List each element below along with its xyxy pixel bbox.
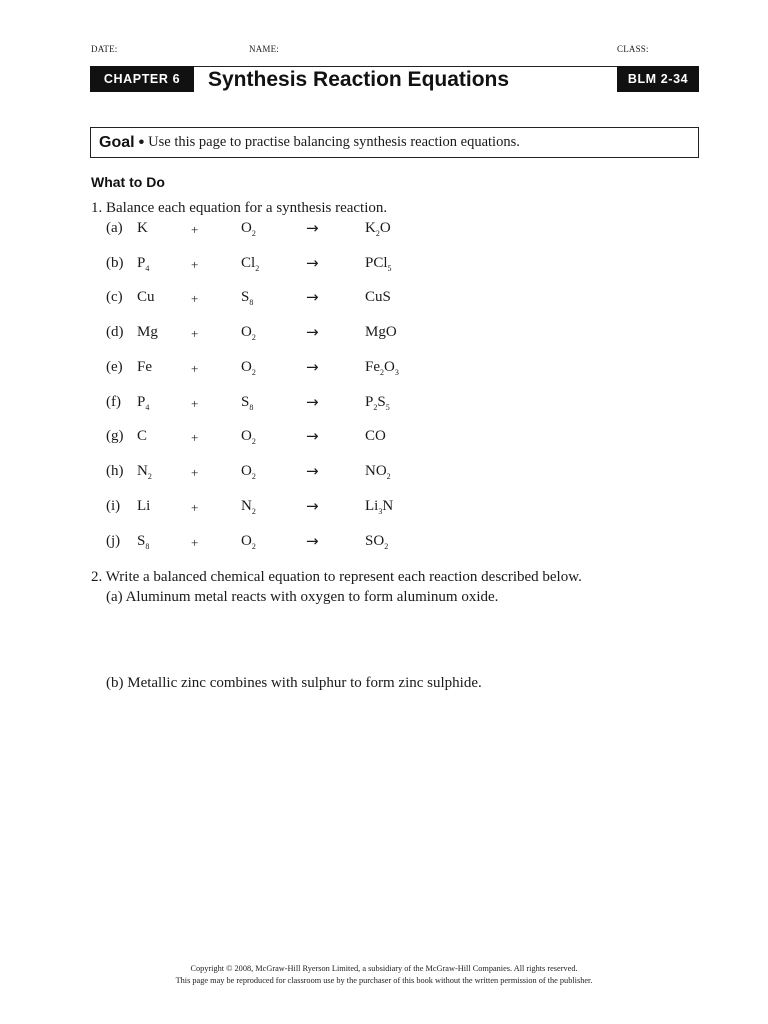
product-subscript: 2 xyxy=(380,368,384,377)
reactant-2-subscript: 2 xyxy=(251,333,256,342)
reactant-2 xyxy=(241,359,256,376)
reactant-1-text: Cu xyxy=(137,289,155,305)
arrow-icon-text: → xyxy=(306,323,319,341)
product-part: Li xyxy=(365,498,379,514)
plus-sign-text: + xyxy=(191,430,199,445)
class-label: CLASS: xyxy=(617,44,649,54)
reactant-2-text: O xyxy=(241,463,252,479)
reactant-1 xyxy=(137,324,158,341)
reactant-1-text: P xyxy=(137,255,146,271)
equation-letter xyxy=(106,359,123,376)
question-2b: (b) Metallic zinc combines with sulphur to form zinc sulphide. xyxy=(106,675,482,691)
product-part: SO xyxy=(365,533,385,549)
reactant-2 xyxy=(241,498,256,515)
equation-letter xyxy=(106,289,123,306)
product-subscript: 3 xyxy=(378,507,383,516)
equation-row xyxy=(0,463,768,485)
reactant-1-text: P xyxy=(137,394,146,410)
product-subscript: 2 xyxy=(373,403,378,412)
reactant-2-text: S xyxy=(241,289,250,305)
product-part: NO xyxy=(365,463,387,479)
product xyxy=(365,463,391,480)
reactant-1-text: S xyxy=(137,533,146,549)
arrow-icon-text: → xyxy=(306,254,319,272)
goal-box xyxy=(90,127,699,158)
product-subscript: 2 xyxy=(386,472,391,481)
reactant-1-subscript: 4 xyxy=(145,403,150,412)
date-label: DATE: xyxy=(91,44,118,54)
plus-sign xyxy=(191,361,198,377)
product-part: P xyxy=(365,394,374,410)
equation-letter xyxy=(106,324,124,341)
product-subscript: 3 xyxy=(394,368,399,377)
reactant-1 xyxy=(137,359,152,376)
reactant-2-text: Cl xyxy=(241,255,256,271)
reactant-1 xyxy=(137,289,155,306)
product-subscript: 5 xyxy=(387,264,392,273)
product-subscript: 5 xyxy=(385,403,390,412)
copyright-line-2: This page may be reproduced for classroom use by the purchaser of this book without the written permission of the publisher. xyxy=(175,976,593,985)
equation-letter xyxy=(106,255,124,272)
equation-row xyxy=(0,359,768,381)
equation-letter xyxy=(106,394,121,411)
product-part: O xyxy=(379,220,391,236)
reactant-1 xyxy=(137,463,152,480)
equation-letter xyxy=(106,533,120,550)
plus-sign xyxy=(191,257,198,273)
product xyxy=(365,394,390,411)
blm-badge: BLM 2-34 xyxy=(617,66,699,92)
equation-letter-text: (g) xyxy=(106,428,124,444)
arrow-icon xyxy=(306,288,319,306)
product-subscript: 2 xyxy=(375,229,380,238)
reactant-2 xyxy=(241,324,256,341)
arrow-icon xyxy=(306,393,319,411)
arrow-icon-text: → xyxy=(306,532,319,550)
reactant-2-text: O xyxy=(241,220,252,236)
equation-letter xyxy=(106,463,124,480)
arrow-icon xyxy=(306,532,319,550)
equation-letter xyxy=(106,220,123,237)
arrow-icon-text: → xyxy=(306,219,319,237)
reactant-2-text: O xyxy=(241,359,252,375)
equation-letter xyxy=(106,498,120,515)
reactant-2-text: O xyxy=(241,533,252,549)
chapter-badge: CHAPTER 6 xyxy=(90,66,194,92)
arrow-icon xyxy=(306,358,319,376)
reactant-1 xyxy=(137,533,149,550)
arrow-icon xyxy=(306,497,319,515)
reactant-2-subscript: 2 xyxy=(251,507,256,516)
section-heading: What to Do xyxy=(91,174,165,190)
equation-letter-text: (e) xyxy=(106,359,123,375)
arrow-icon xyxy=(306,462,319,480)
reactant-1 xyxy=(137,428,147,445)
reactant-2-subscript: 2 xyxy=(255,264,260,273)
product xyxy=(365,220,391,237)
arrow-icon-text: → xyxy=(306,462,319,480)
arrow-icon-text: → xyxy=(306,427,319,445)
reactant-2 xyxy=(241,463,256,480)
reactant-2-subscript: 8 xyxy=(249,298,254,307)
equation-row xyxy=(0,289,768,311)
product xyxy=(365,289,391,306)
goal-text: Use this page to practise balancing synthesis reaction equations. xyxy=(148,134,520,150)
arrow-icon xyxy=(306,427,319,445)
plus-sign xyxy=(191,465,198,481)
reactant-2-text: S xyxy=(241,394,250,410)
plus-sign xyxy=(191,430,198,446)
plus-sign-text: + xyxy=(191,465,199,480)
reactant-1-text: C xyxy=(137,428,148,444)
equation-row xyxy=(0,324,768,346)
reactant-1-text: K xyxy=(137,220,148,236)
reactant-1 xyxy=(137,498,150,515)
product-part: O xyxy=(384,359,395,375)
arrow-icon-text: → xyxy=(306,393,319,411)
reactant-2-text: N xyxy=(241,498,252,514)
reactant-2 xyxy=(241,428,256,445)
equation-row xyxy=(0,498,768,520)
reactant-2 xyxy=(241,533,256,550)
plus-sign-text: + xyxy=(191,222,199,237)
reactant-1 xyxy=(137,255,149,272)
reactant-2 xyxy=(241,289,253,306)
plus-sign-text: + xyxy=(191,396,199,411)
product-part: S xyxy=(377,394,386,410)
equation-letter-text: (b) xyxy=(106,255,124,271)
reactant-2-subscript: 2 xyxy=(251,437,256,446)
plus-sign-text: + xyxy=(191,326,199,341)
question-2-prompt: 2. Write a balanced chemical equation to represent each reaction described below. xyxy=(91,569,582,585)
plus-sign xyxy=(191,535,198,551)
product-subscript: 2 xyxy=(384,542,389,551)
reactant-1-subscript: 2 xyxy=(147,472,152,481)
product-part: N xyxy=(382,498,394,514)
plus-sign-text: + xyxy=(191,257,199,272)
product-part: PCl xyxy=(365,255,388,271)
plus-sign xyxy=(191,326,198,342)
product-part: CuS xyxy=(365,289,391,305)
reactant-1-text: Fe xyxy=(137,359,152,375)
equation-row xyxy=(0,255,768,277)
reactant-1 xyxy=(137,220,148,237)
reactant-1 xyxy=(137,394,149,411)
reactant-1-text: Mg xyxy=(137,324,158,340)
equation-letter-text: (j) xyxy=(106,533,121,549)
page-title: Synthesis Reaction Equations xyxy=(208,68,510,91)
product-part: CO xyxy=(365,428,386,444)
goal-label: Goal xyxy=(99,133,135,151)
name-label: NAME: xyxy=(249,44,279,54)
reactant-1-subscript: 4 xyxy=(145,264,150,273)
arrow-icon-text: → xyxy=(306,497,319,515)
equation-letter-text: (f) xyxy=(106,394,121,410)
reactant-2 xyxy=(241,255,259,272)
reactant-2-text: O xyxy=(241,324,252,340)
product-part: Fe xyxy=(365,359,380,375)
arrow-icon xyxy=(306,323,319,341)
equation-letter-text: (d) xyxy=(106,324,124,340)
plus-sign xyxy=(191,396,198,412)
plus-sign xyxy=(191,291,198,307)
reactant-1-text: N xyxy=(137,463,148,479)
plus-sign xyxy=(191,500,198,516)
arrow-icon-text: → xyxy=(306,358,319,376)
equation-letter-text: (h) xyxy=(106,463,124,479)
plus-sign-text: + xyxy=(191,500,199,515)
reactant-1-subscript: 8 xyxy=(145,542,150,551)
product xyxy=(365,533,388,550)
goal-bullet: • xyxy=(138,133,145,151)
equation-letter-text: (c) xyxy=(106,289,123,305)
product-part: MgO xyxy=(365,324,397,340)
product xyxy=(365,359,399,376)
reactant-2 xyxy=(241,394,253,411)
reactant-2 xyxy=(241,220,256,237)
reactant-2-subscript: 2 xyxy=(251,472,256,481)
question-1-prompt: 1. Balance each equation for a synthesis reaction. xyxy=(91,200,388,216)
arrow-icon xyxy=(306,219,319,237)
reactant-1-text: Li xyxy=(137,498,151,514)
equation-row xyxy=(0,394,768,416)
product-part: K xyxy=(365,220,376,236)
plus-sign xyxy=(191,222,198,238)
arrow-icon-text: → xyxy=(306,288,319,306)
reactant-2-text: O xyxy=(241,428,252,444)
plus-sign-text: + xyxy=(191,535,199,550)
product xyxy=(365,324,397,341)
equation-row xyxy=(0,220,768,242)
equation-row xyxy=(0,533,768,555)
equation-letter xyxy=(106,428,124,445)
reactant-2-subscript: 8 xyxy=(249,403,254,412)
question-2a: (a) Aluminum metal reacts with oxygen to form aluminum oxide. xyxy=(106,589,499,605)
product xyxy=(365,498,393,515)
equation-letter-text: (a) xyxy=(106,220,123,236)
plus-sign-text: + xyxy=(191,291,199,306)
reactant-2-subscript: 2 xyxy=(251,229,256,238)
product xyxy=(365,255,392,272)
copyright-line-1: Copyright © 2008, McGraw-Hill Ryerson Limited, a subsidiary of the McGraw-Hill Companies. All rights reserved. xyxy=(190,964,578,973)
arrow-icon xyxy=(306,254,319,272)
equation-letter-text: (i) xyxy=(106,498,121,514)
plus-sign-text: + xyxy=(191,361,199,376)
reactant-2-subscript: 2 xyxy=(251,368,256,377)
equation-row xyxy=(0,428,768,450)
reactant-2-subscript: 2 xyxy=(251,542,256,551)
product xyxy=(365,428,386,445)
